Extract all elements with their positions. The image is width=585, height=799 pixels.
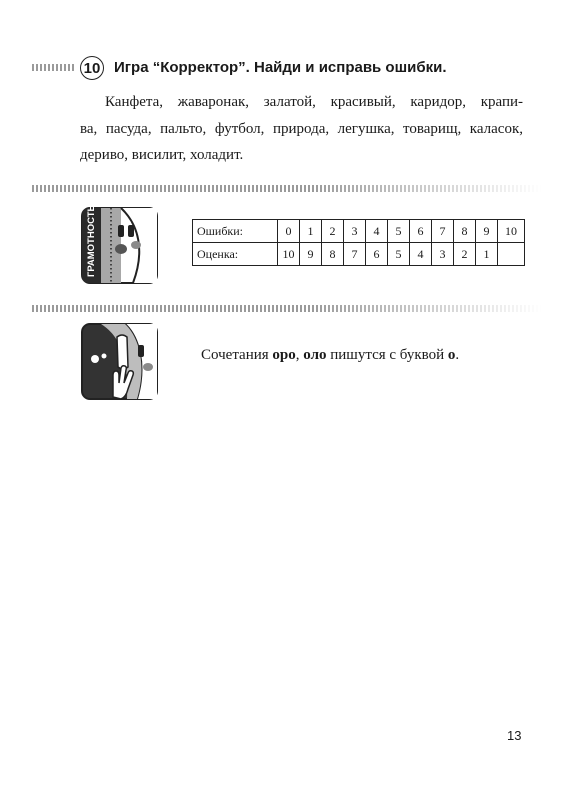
- task-line: ва, пасуда, пальто, футбол, природа, легушка, товарищ, каласок,: [80, 120, 523, 137]
- table-cell: 0: [278, 220, 300, 243]
- table-cell: 6: [366, 243, 388, 266]
- table-cell: 5: [388, 243, 410, 266]
- rule-letter-o: о: [447, 347, 456, 363]
- table-cell: 1: [476, 243, 498, 266]
- table-row: [193, 243, 525, 266]
- divider-left: [32, 64, 74, 71]
- task-number-badge: [80, 56, 104, 80]
- table-cell: 9: [300, 243, 322, 266]
- table-cell: 9: [476, 220, 498, 243]
- table-cell: 6: [410, 220, 432, 243]
- table-cell: 10: [278, 243, 300, 266]
- table-cell: 8: [322, 243, 344, 266]
- rule-text: ,: [295, 347, 304, 363]
- literacy-icon: [81, 207, 158, 284]
- table-cell: 4: [410, 243, 432, 266]
- section-divider: [32, 305, 542, 312]
- task-line: Канфета, жаваронак, залатой, красивый, каридор, крапи-: [105, 94, 523, 110]
- grading-table: [192, 219, 525, 266]
- task-title: Игра “Корректор”. Найди и исправь ошибки.: [114, 59, 447, 76]
- table-cell: 2: [322, 220, 344, 243]
- table-cell: 5: [388, 220, 410, 243]
- rule-combination-olo: оло: [303, 347, 327, 363]
- memo-icon: [81, 323, 158, 400]
- task-number: 10: [83, 59, 101, 77]
- grade-label: Оценка:: [193, 243, 278, 266]
- table-cell: 7: [432, 220, 454, 243]
- table-cell: 7: [344, 243, 366, 266]
- table-row: [193, 220, 525, 243]
- rule-statement: [201, 347, 459, 364]
- table-cell: 10: [498, 220, 525, 243]
- table-cell: 8: [454, 220, 476, 243]
- rule-text: .: [455, 347, 460, 363]
- table-cell: 3: [432, 243, 454, 266]
- table-cell: 3: [344, 220, 366, 243]
- icon-label: ГРАМОТНОСТЬ: [86, 207, 97, 277]
- table-cell: 1: [300, 220, 322, 243]
- task-text: [80, 89, 523, 169]
- rule-combination-oro: оро: [272, 347, 296, 363]
- table-cell: [498, 243, 525, 266]
- page-number: 13: [507, 728, 522, 743]
- errors-label: Ошибки:: [193, 220, 278, 243]
- table-cell: 2: [454, 243, 476, 266]
- task-line: дериво, висилит, холадит.: [80, 147, 244, 163]
- table-cell: 4: [366, 220, 388, 243]
- section-divider: [32, 185, 542, 192]
- rule-text: Сочетания: [201, 347, 273, 363]
- rule-text: пишутся с буквой: [326, 347, 448, 363]
